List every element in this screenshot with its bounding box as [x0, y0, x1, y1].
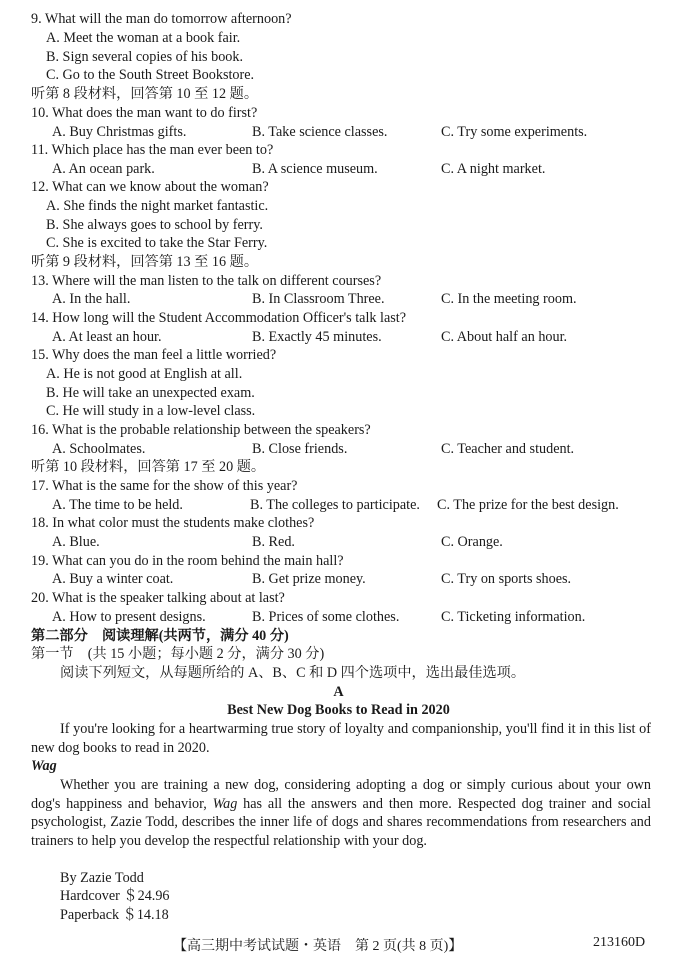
- intro-paragraph: If you're looking for a heartwarming true story of loyalty and companionship, you'll find it in this list of new dog books to read in 2020.: [31, 721, 651, 756]
- option-a: A. Buy a winter coat.: [52, 571, 174, 587]
- book-description: [31, 776, 651, 850]
- option-c: C. Go to the South Street Bookstore.: [46, 67, 255, 83]
- option-c: C. About half an hour.: [441, 329, 568, 345]
- option-a: A. He is not good at English at all.: [46, 366, 243, 382]
- option-b: B. Get prize money.: [252, 571, 366, 587]
- book-desc-italic: Wag: [212, 795, 238, 812]
- option-a: A. Meet the woman at a book fair.: [46, 30, 241, 46]
- book-title: Wag: [31, 758, 57, 774]
- option-c: C. He will study in a low-level class.: [46, 403, 256, 419]
- question-stem: 17. What is the same for the show of this year?: [31, 478, 298, 494]
- part-heading: 第二部分 阅读理解(共两节，满分 40 分): [31, 628, 289, 644]
- option-a: A. An ocean park.: [52, 161, 155, 177]
- question-stem: 14. How long will the Student Accommodation Officer's talk last?: [31, 310, 407, 326]
- section-heading: 听第 10 段材料，回答第 17 至 20 题。: [31, 459, 266, 475]
- option-c: C. Orange.: [441, 534, 503, 550]
- option-c: C. Try some experiments.: [441, 124, 588, 140]
- option-a: A. She finds the night market fantastic.: [46, 198, 269, 214]
- option-c: C. The prize for the best design.: [437, 497, 619, 513]
- option-a: A. In the hall.: [52, 291, 131, 307]
- question-stem: 9. What will the man do tomorrow afternoon?: [31, 11, 292, 27]
- question-stem: 19. What can you do in the room behind the main hall?: [31, 553, 344, 569]
- option-a: A. Blue.: [52, 534, 100, 550]
- option-b: B. Red.: [252, 534, 295, 550]
- question-stem: 20. What is the speaker talking about at last?: [31, 590, 285, 606]
- option-b: B. Prices of some clothes.: [252, 609, 400, 625]
- option-a: A. At least an hour.: [52, 329, 162, 345]
- passage-letter: A: [333, 684, 344, 700]
- option-b: B. The colleges to participate.: [250, 497, 420, 513]
- question-stem: 16. What is the probable relationship between the speakers?: [31, 422, 371, 438]
- book-desc-pre: Whether you are training a new dog, considering adopting a dog or simply curious about your own dog's happiness and behavior,: [31, 777, 651, 812]
- book-author: By Zazie Todd: [60, 870, 144, 886]
- instruction-text: 阅读下列短文，从每题所给的 A、B、C 和 D 四个选项中，选出最佳选项。: [60, 665, 526, 681]
- option-a: A. How to present designs.: [52, 609, 206, 625]
- question-stem: 10. What does the man want to do first?: [31, 105, 258, 121]
- footer-code: 213160D: [593, 935, 646, 950]
- price-hardcover: Hardcover ＄24.96: [60, 888, 170, 904]
- option-b: B. Exactly 45 minutes.: [252, 329, 382, 345]
- option-c: C. Try on sports shoes.: [441, 571, 572, 587]
- footer-page-info: 【高三期中考试试题・英语 第 2 页(共 8 页)】: [173, 939, 463, 954]
- section-heading: 听第 9 段材料，回答第 13 至 16 题。: [31, 254, 259, 270]
- option-b: B. A science museum.: [252, 161, 378, 177]
- section-heading: 听第 8 段材料，回答第 10 至 12 题。: [31, 86, 259, 102]
- option-b: B. She always goes to school by ferry.: [46, 217, 263, 233]
- option-c: C. Ticketing information.: [441, 609, 586, 625]
- option-b: B. In Classroom Three.: [252, 291, 385, 307]
- option-b: B. Sign several copies of his book.: [46, 49, 244, 65]
- option-c: C. Teacher and student.: [441, 441, 575, 457]
- option-b: B. Take science classes.: [252, 124, 388, 140]
- option-c: C. In the meeting room.: [441, 291, 577, 307]
- question-stem: 11. Which place has the man ever been to?: [31, 142, 274, 158]
- option-a: A. Schoolmates.: [52, 441, 146, 457]
- option-a: A. Buy Christmas gifts.: [52, 124, 187, 140]
- option-a: A. The time to be held.: [52, 497, 183, 513]
- option-c: C. She is excited to take the Star Ferry.: [46, 235, 268, 251]
- question-stem: 13. Where will the man listen to the talk on different courses?: [31, 273, 382, 289]
- question-stem: 12. What can we know about the woman?: [31, 179, 269, 195]
- passage-title: Best New Dog Books to Read in 2020: [227, 702, 450, 718]
- section-heading: 第一节 (共 15 小题；每小题 2 分，满分 30 分): [31, 646, 325, 662]
- price-paperback: Paperback ＄14.18: [60, 907, 169, 923]
- question-stem: 18. In what color must the students make clothes?: [31, 515, 315, 531]
- option-b: B. He will take an unexpected exam.: [46, 385, 255, 401]
- book-desc-post: has all the answers and then more. Respected dog trainer and social psychologist, Zazie Todd, describes the inner life of dogs and shares recommendations from researchers and trainers to help you develop the respectful relationship with your dog.: [31, 795, 651, 849]
- question-stem: 15. Why does the man feel a little worried?: [31, 347, 277, 363]
- option-c: C. A night market.: [441, 161, 546, 177]
- option-b: B. Close friends.: [252, 441, 348, 457]
